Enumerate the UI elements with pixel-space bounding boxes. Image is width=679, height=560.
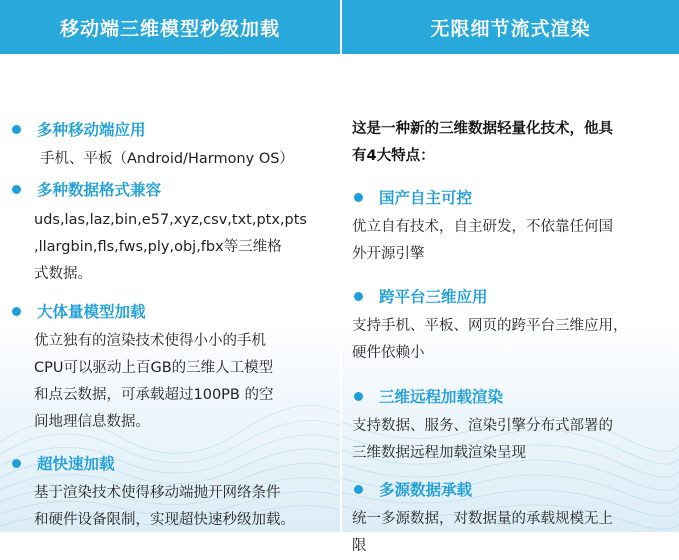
right-header: 无限细节流式渲染 [342,0,679,54]
text-line: 硬件依赖小 [352,345,425,361]
text-line: 统一多源数据，对数据量的承载规模无上 [352,511,613,527]
bullet-icon [354,485,363,494]
left-column [0,0,340,532]
left-item-title-3 [12,452,115,474]
right-item-title-text-1: 跨平台三维应用 [379,288,488,306]
text-line: ,llargbin,fls,fws,ply,obj,fbx等三维格 [34,239,282,255]
left-header: 移动端三维模型秒级加载 [0,0,340,54]
left-item-title-text-2: 大体量模型加载 [37,303,146,321]
text-line: 外开源引擎 [352,246,425,262]
text-line: 基于渲染技术使得移动端抛开网络条件 [34,485,281,501]
intro-line: 这是一种新的三维数据轻量化技术，他具 [352,121,613,137]
text-line: uds,las,laz,bin,e57,xyz,csv,txt,ptx,pts [34,212,307,228]
text-line: 优立自有技术，自主研发，不依靠任何国 [352,219,613,235]
bullet-icon [354,193,363,202]
bullet-icon [354,292,363,301]
right-item-text-3 [352,506,613,560]
right-item-title-text-2: 三维远程加载渲染 [379,388,504,406]
text-line: 支持手机、平板、网页的跨平台三维应用， [352,318,628,334]
left-item-title-0 [12,118,146,140]
text-line: 式数据。 [34,266,92,282]
right-item-title-1 [354,285,488,307]
text-line: 支持数据、服务、渲染引擎分布式部署的 [352,418,613,434]
right-item-title-2 [354,385,503,407]
left-item-text-0 [40,146,294,173]
left-item-text-3 [34,480,295,534]
right-item-text-1 [352,313,628,367]
text-line: CPU可以驱动上百GB的三维人工模型 [34,360,274,376]
bullet-icon [12,185,21,194]
left-item-title-1 [12,178,161,200]
text-line: 三维数据远程加载渲染呈现 [352,445,526,461]
right-item-text-2 [352,413,613,467]
text-line: 间地理信息数据。 [34,414,150,430]
left-item-title-text-3: 超快速加载 [37,455,115,473]
text-line: 手机、平板（Android/Harmony OS） [40,151,294,167]
bullet-icon [12,125,21,134]
right-item-title-text-3: 多源数据承载 [379,481,473,499]
right-item-title-3 [354,478,472,500]
text-line: 限 [352,538,367,554]
right-item-text-0 [352,214,613,268]
left-item-title-text-1: 多种数据格式兼容 [37,181,162,199]
text-line: 和点云数据，可承载超过100PB 的空 [34,387,274,403]
bullet-icon [354,392,363,401]
left-item-text-1 [34,207,307,288]
text-line: 优立独有的渲染技术使得小小的手机 [34,333,266,349]
right-item-title-text-0: 国产自主可控 [379,189,473,207]
left-item-text-2 [34,328,273,436]
right-intro [352,116,613,170]
right-item-title-0 [354,186,472,208]
intro-line: 有4大特点： [352,148,435,164]
bullet-icon [12,307,21,316]
text-line: 和硬件设备限制，实现超快速秒级加载。 [34,512,295,528]
left-item-title-text-0: 多种移动端应用 [37,121,146,139]
left-item-title-2 [12,300,146,322]
bullet-icon [12,459,21,468]
right-column [342,0,679,554]
